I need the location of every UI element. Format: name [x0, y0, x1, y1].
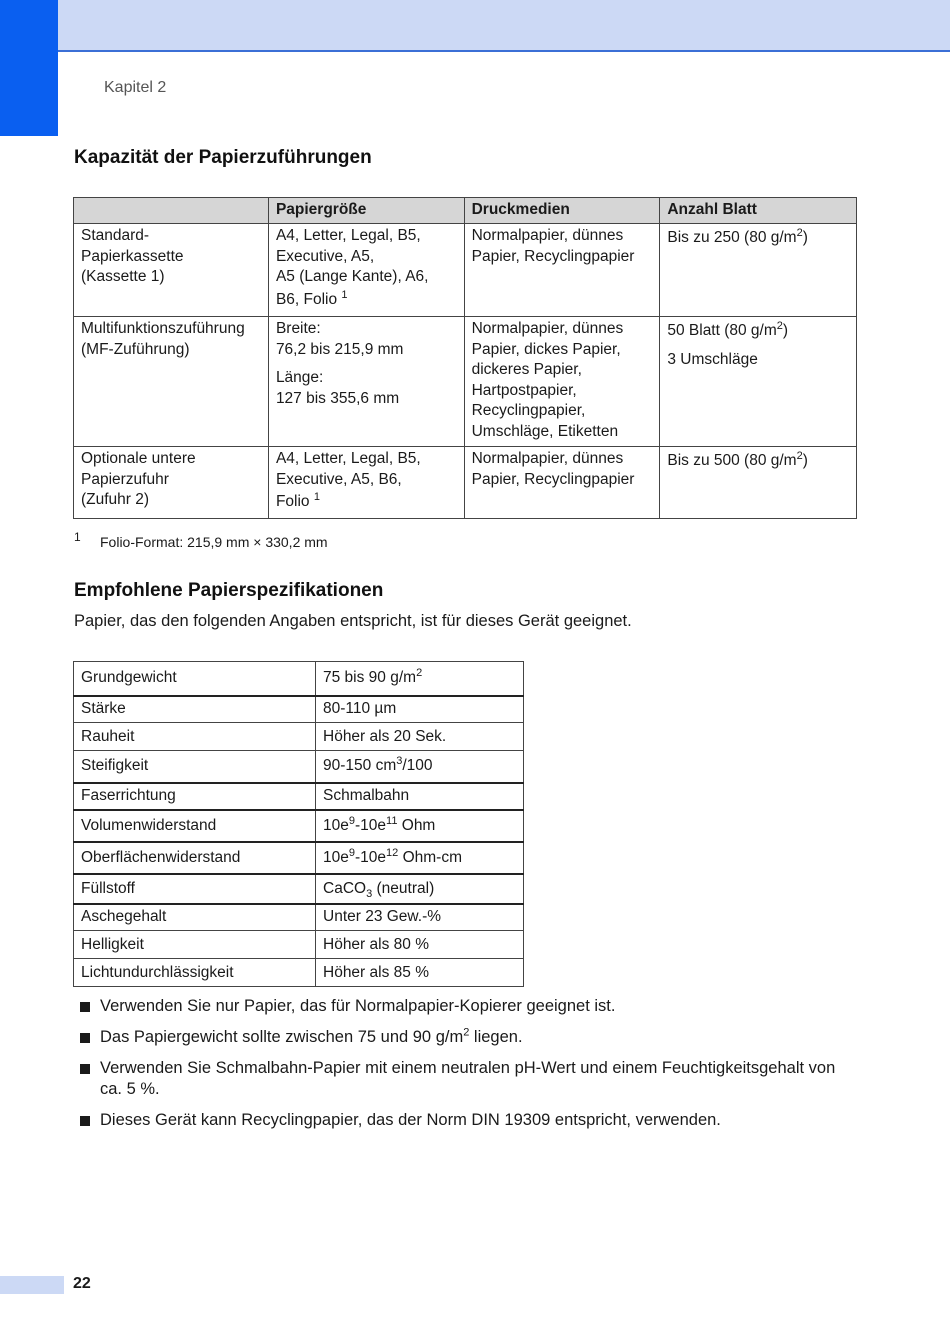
- table-row: Oberflächenwiderstand $10e^9-10e^{12}$ Ohm-cm: [74, 842, 524, 874]
- specs-intro: Papier, das den folgenden Angaben entspricht, ist für dieses Gerät geeignet.: [74, 612, 632, 630]
- media-cell: Normalpapier, dünnes Papier, dickes Papier, dickeres Papier, Hartpostpapier, Recyclingpapier, Umschläge, Etiketten: [464, 317, 660, 447]
- table-row: [74, 317, 857, 447]
- footnote-number: 1: [74, 530, 81, 544]
- page-number: 22: [73, 1275, 91, 1292]
- table-row: Grundgewicht 75 bis 90 $g/m^2$: [74, 662, 524, 696]
- table-row: Füllstoff CaCO$_3$ (neutral): [74, 874, 524, 904]
- table-row: Steifigkeit 90-150 $cm^3/100$: [74, 751, 524, 783]
- list-item: Dieses Gerät kann Recyclingpapier, das der Norm DIN 19309 entspricht, verwenden.: [80, 1110, 840, 1131]
- size-cell: A4, Letter, Legal, B5, Executive, A5, B6, Folio $^1$: [268, 447, 464, 519]
- footnote-ref: 1: [341, 288, 348, 301]
- column-header: [74, 198, 269, 224]
- header-band: [0, 0, 950, 52]
- table-row: [74, 224, 857, 317]
- chapter-tab: [0, 0, 58, 136]
- column-header: Papiergröße: [268, 198, 464, 224]
- list-item: Verwenden Sie Schmalbahn-Papier mit einem neutralen pH-Wert und einem Feuchtigkeitsgehalt von ca. 5 %.: [80, 1058, 840, 1100]
- spec-table: [73, 661, 524, 987]
- table-row: Rauheit Höher als 20 Sek.: [74, 723, 524, 751]
- bullet-square-icon: [80, 1033, 90, 1043]
- count-cell: Bis zu 250 (80 $g/m^2$): [660, 224, 857, 317]
- table-row: [74, 447, 857, 519]
- footnote-text: Folio-Format: 215,9 mm × 330,2 mm: [100, 534, 328, 550]
- table-row: Stärke 80-110 µm: [74, 696, 524, 723]
- requirements-list: [80, 996, 840, 1141]
- section-title-capacity: Kapazität der Papierzuführungen: [74, 147, 372, 168]
- capacity-table: [73, 197, 857, 519]
- footnote-ref: 1: [313, 490, 320, 503]
- table-row: Lichtundurchlässigkeit Höher als 85 %: [74, 959, 524, 987]
- source-cell: Optionale untere Papierzufuhr (Zufuhr 2): [74, 447, 269, 519]
- column-header: Druckmedien: [464, 198, 660, 224]
- media-cell: Normalpapier, dünnes Papier, Recyclingpapier: [464, 447, 660, 519]
- size-cell: Breite: 76,2 bis 215,9 mm Länge: 127 bis 355,6 mm: [268, 317, 464, 447]
- table-row: Faserrichtung Schmalbahn: [74, 783, 524, 810]
- source-cell: Multifunktionszuführung (MF-Zuführung): [74, 317, 269, 447]
- table-row: Aschegehalt Unter 23 Gew.-%: [74, 904, 524, 931]
- table-row: Helligkeit Höher als 80 %: [74, 931, 524, 959]
- bullet-square-icon: [80, 1064, 90, 1074]
- count-cell: 50 Blatt (80 $g/m^2$) 3 Umschläge: [660, 317, 857, 447]
- footer-band: [0, 1276, 64, 1294]
- bullet-square-icon: [80, 1116, 90, 1126]
- list-item: Verwenden Sie nur Papier, das für Normalpapier-Kopierer geeignet ist.: [80, 996, 840, 1017]
- bullet-square-icon: [80, 1002, 90, 1012]
- list-item: Das Papiergewicht sollte zwischen 75 und 90 $g/m^2$ liegen.: [80, 1027, 840, 1048]
- column-header: Anzahl Blatt: [660, 198, 857, 224]
- chapter-label: Kapitel 2: [104, 79, 167, 96]
- source-cell: Standard- Papierkassette (Kassette 1): [74, 224, 269, 317]
- section-title-specs: Empfohlene Papierspezifikationen: [74, 580, 384, 601]
- count-cell: Bis zu 500 (80 $g/m^2$): [660, 447, 857, 519]
- table-row: Volumenwiderstand $10e^9-10e^{11}$ Ohm: [74, 810, 524, 842]
- table-header-row: [74, 198, 857, 224]
- media-cell: Normalpapier, dünnes Papier, Recyclingpapier: [464, 224, 660, 317]
- size-cell: A4, Letter, Legal, B5, Executive, A5, A5 (Lange Kante), A6, B6, Folio $^1$: [268, 224, 464, 317]
